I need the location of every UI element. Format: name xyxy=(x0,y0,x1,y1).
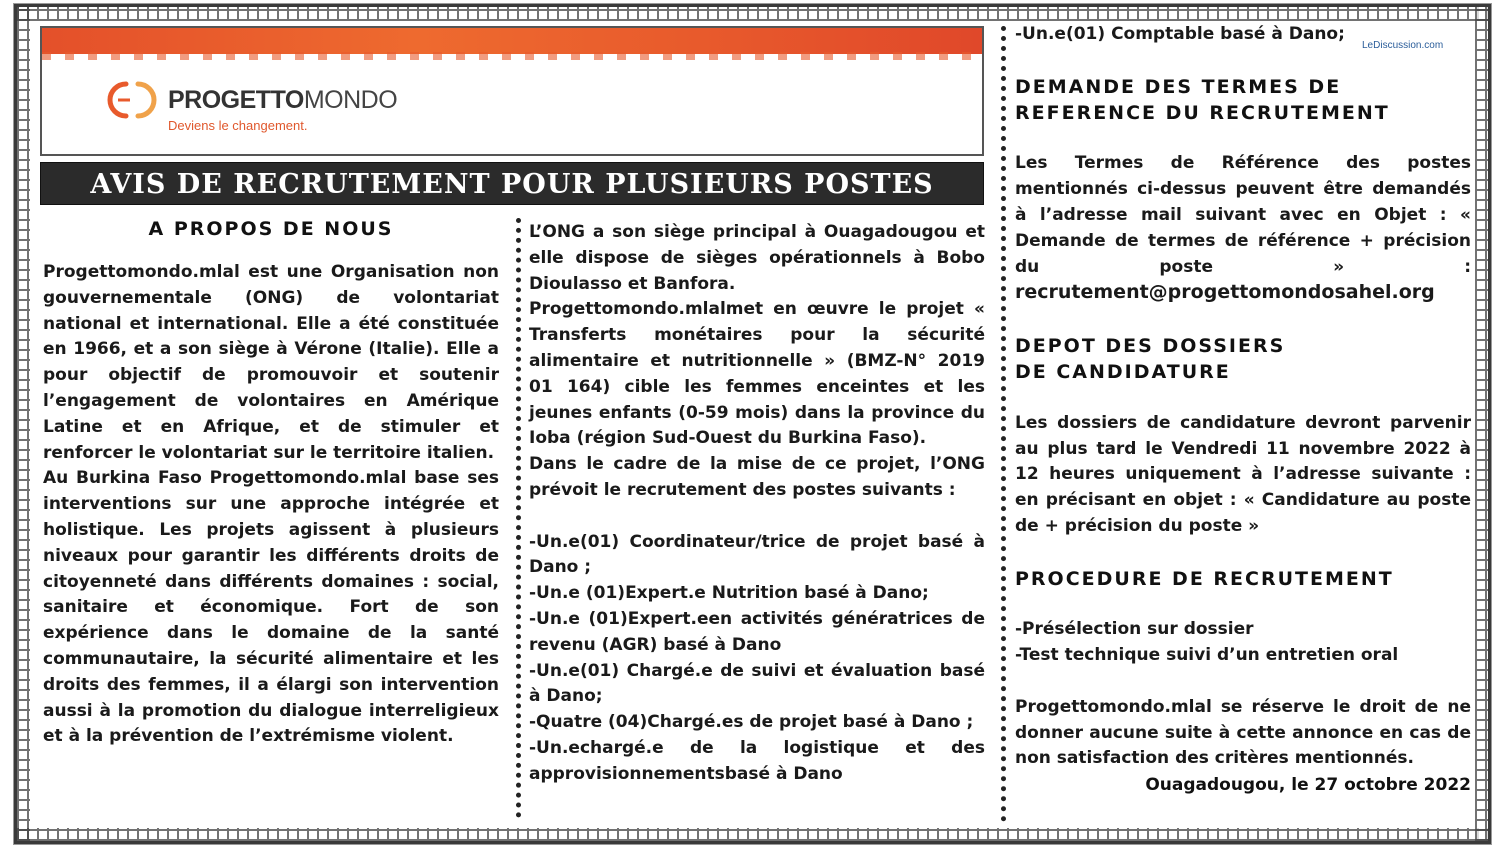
greek-key-border-top xyxy=(17,7,1488,21)
about-title: A PROPOS DE NOUS xyxy=(148,218,394,240)
post-item: -Un.e(01) Coordinateur/trice de projet basé à Dano ; xyxy=(529,531,985,578)
signature-date: Ouagadougou, le 27 octobre 2022 xyxy=(1145,775,1471,796)
terms-title: DEMANDE DES TERMES DE REFERENCE DU RECRUTEMENT xyxy=(1015,75,1390,124)
logo-wordmark xyxy=(168,86,397,115)
progettomondo-logo-icon xyxy=(100,80,164,120)
logo-tagline: Deviens le changement. xyxy=(168,118,308,133)
watermark: LeDiscussion.com xyxy=(1362,40,1444,51)
greek-key-border-bottom xyxy=(17,828,1488,841)
post-item: -Un.e (01)Expert.e Nutrition basé à Dano; xyxy=(529,583,929,604)
about-paragraph-1: Progettomondo.mlal est une Organisation non gouvernementale (ONG) de volontariat national et international. Elle a été constituée en 1966, et a son siège à Vérone (Italie). Elle a pour objectif de promouvoir et soutenir l’engagement de volontaires en Amérique Latine et en Afrique, et de stimuler et renforcer le volontariat sur le territoire italien. xyxy=(43,262,499,463)
post-item: -Un.e(01) Comptable basé à Dano; xyxy=(1015,24,1345,44)
deposit-title-line-1: DEPOT DES DOSSIERS xyxy=(1015,334,1286,357)
project-paragraph-1: L’ONG a son siège principal à Ouagadougou et elle dispose de sièges opérationnels à Bobo Dioulasso et Banfora. xyxy=(529,222,985,294)
brush-stripe-edge xyxy=(42,52,982,60)
logo-wordmark-bold: PROGETTO xyxy=(168,86,304,114)
terms-text-body: Les Termes de Référence des postes mentionnés ci-dessus peuvent être demandés à l’adresse mail suivant avec en Objet : « Demande de termes de référence + précision du poste » : xyxy=(1015,153,1471,277)
post-item: -Un.e (01)Expert.een activités génératrices de revenu (AGR) basé à Dano xyxy=(529,608,985,655)
project-column xyxy=(529,220,985,788)
post-item: -Quatre (04)Chargé.es de projet basé à Dano ; xyxy=(529,712,974,733)
post-item: -Un.e(01) Chargé.e de suivi et évaluation basé à Dano; xyxy=(529,660,985,707)
logo-banner xyxy=(40,26,984,156)
column-divider-2 xyxy=(1001,26,1006,822)
about-column xyxy=(43,218,499,750)
greek-key-border-left xyxy=(17,7,30,841)
project-paragraph-2: Progettomondo.mlalmet en œuvre le projet « Transferts monétaires pour la sécurité alimentaire et nutritionnelle » (BMZ-N° 2019 01 164) cible les femmes enceintes et les jeunes enfants (0-59 mois) dans la province du Ioba (région Sud-Ouest du Burkina Faso). xyxy=(529,299,985,449)
brush-stripe xyxy=(42,28,982,54)
terms-text xyxy=(1015,151,1471,307)
terms-email-link[interactable]: recrutement@progettomondosahel.org xyxy=(1015,281,1435,304)
procedure-title: PROCEDURE DE RECRUTEMENT xyxy=(1015,567,1394,590)
column-divider-1 xyxy=(516,218,521,818)
application-column xyxy=(1015,22,1471,798)
deposit-text: Les dossiers de candidature devront parvenir au plus tard le Vendredi 11 novembre 2022 à 12 heures uniquement à l’adresse suivante : en précisant en objet : « Candidature au poste de + précision du poste » xyxy=(1015,412,1471,536)
deposit-title-line-2: DE CANDIDATURE xyxy=(1015,360,1231,383)
procedure-step: -Présélection sur dossier xyxy=(1015,619,1254,640)
page-title: AVIS DE RECRUTEMENT POUR PLUSIEURS POSTES xyxy=(40,162,984,205)
greek-key-border-right xyxy=(1475,7,1488,841)
logo-wordmark-light: MONDO xyxy=(303,86,398,114)
about-paragraph-2: Au Burkina Faso Progettomondo.mlal base ses interventions sur une approche intégrée et holistique. Les projets agissent à plusieurs niveaux pour garantir les différents droits de citoyenneté dans différents domaines : social, sanitaire et économique. Fort de son expérience dans le domaine de la santé communautaire, la sécurité alimentaire et les droits des femmes, il a élargi son intervention aussi à la promotion du dialogue interreligieux et à la prévention de l’extrémisme violent. xyxy=(43,468,499,747)
procedure-disclaimer: Progettomondo.mlal se réserve le droit de ne donner aucune suite à cette annonce en cas de non satisfaction des critères mentionnés. xyxy=(1015,696,1471,769)
post-item: -Un.echargé.e de la logistique et des approvisionnementsbasé à Dano xyxy=(529,737,985,784)
procedure-step: -Test technique suivi d’un entretien oral xyxy=(1015,645,1399,666)
project-paragraph-3: Dans le cadre de la mise de ce projet, l’ONG prévoit le recrutement des postes suivants : xyxy=(529,454,985,500)
